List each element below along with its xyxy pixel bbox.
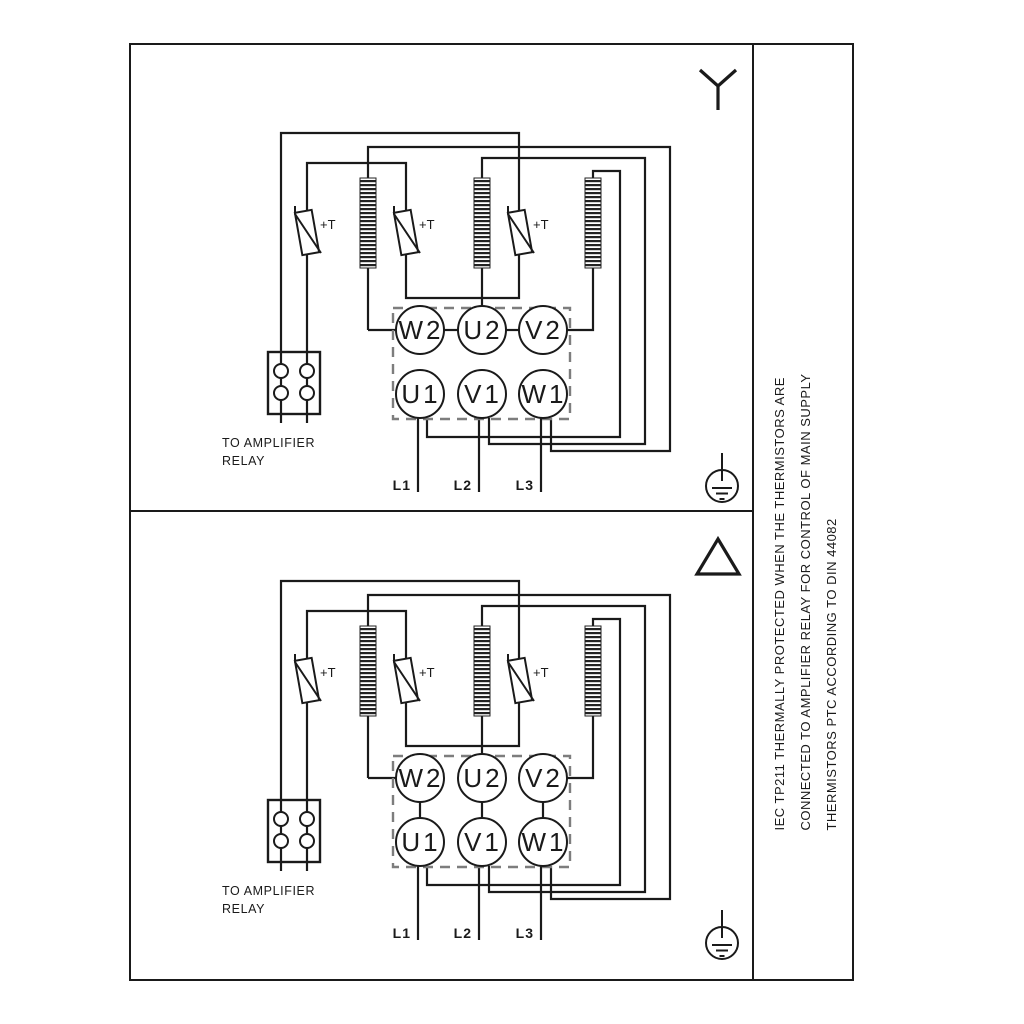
star-wiring-panel [130, 44, 753, 510]
terminal-label-v2: V2 [525, 763, 563, 793]
relay-terminal [274, 364, 288, 378]
supply-leads [393, 925, 534, 941]
lead-label-l2: L2 [453, 925, 472, 941]
relay-terminal [274, 834, 288, 848]
relay-terminal [300, 812, 314, 826]
supply-leads [393, 477, 534, 493]
delta-connection-icon [697, 539, 739, 574]
lead-label-l1: L1 [392, 477, 411, 493]
winding-coil-3 [585, 178, 601, 268]
terminal-label-w1: W1 [521, 827, 567, 857]
terminal-label-u2: U2 [463, 763, 503, 793]
terminal-label-u2: U2 [463, 315, 503, 345]
terminal-label-w1: W1 [521, 379, 567, 409]
winding-coil-1 [360, 626, 376, 716]
thermistor-3 [508, 654, 549, 703]
terminal-label-v1: V1 [464, 379, 502, 409]
side-note-line3: THERMISTORS PTC ACCORDING TO DIN 44082 [824, 518, 839, 831]
terminal-label-u1: U1 [401, 827, 441, 857]
thermistor-2 [394, 206, 435, 255]
wire-t2-t3-bottom [406, 254, 519, 298]
relay-terminal [300, 386, 314, 400]
terminal-label-w2: W2 [398, 315, 444, 345]
terminal-label-u1: U1 [401, 379, 441, 409]
thermistor-label: +T [320, 217, 336, 232]
relay-terminal [274, 386, 288, 400]
ground-icon [706, 453, 738, 502]
relay-caption-line2: RELAY [222, 454, 266, 468]
relay-box [268, 800, 320, 862]
relay-terminal [300, 834, 314, 848]
winding-coil-2 [474, 626, 490, 716]
thermistor-1 [295, 206, 336, 255]
relay-box [268, 352, 320, 414]
terminal-block [396, 306, 567, 418]
thermistor-label: +T [419, 665, 435, 680]
thermistors [295, 206, 549, 255]
wire-t1-t2-top [307, 163, 406, 212]
wire-t1-t2-top [307, 611, 406, 660]
lead-label-l2: L2 [453, 477, 472, 493]
star-connection-icon [700, 70, 736, 110]
side-note-line1: IEC TP211 THERMALLY PROTECTED WHEN THE THERMISTORS ARE [772, 377, 787, 831]
lead-label-l3: L3 [515, 925, 534, 941]
side-note-line2: CONNECTED TO AMPLIFIER RELAY FOR CONTROL OF MAIN SUPPLY [798, 373, 813, 831]
wire-t2-t3-bottom [406, 702, 519, 746]
relay-terminal [274, 812, 288, 826]
winding-coil-2 [474, 178, 490, 268]
relay-terminal [300, 364, 314, 378]
lead-label-l1: L1 [392, 925, 411, 941]
thermistor-3 [508, 206, 549, 255]
relay-caption-line2: RELAY [222, 902, 266, 916]
thermistor-2 [394, 654, 435, 703]
terminal-label-w2: W2 [398, 763, 444, 793]
side-note [767, 373, 845, 830]
thermistor-label: +T [533, 665, 549, 680]
ground-icon [706, 910, 738, 959]
amplifier-relay-connector [222, 352, 320, 468]
winding-coil-3 [585, 626, 601, 716]
thermistor-1 [295, 654, 336, 703]
terminal-label-v1: V1 [464, 827, 502, 857]
lead-label-l3: L3 [515, 477, 534, 493]
terminal-label-v2: V2 [525, 315, 563, 345]
relay-caption-line1: TO AMPLIFIER [222, 436, 316, 450]
delta-wiring-panel [130, 511, 753, 978]
relay-caption-line1: TO AMPLIFIER [222, 884, 316, 898]
winding-coil-1 [360, 178, 376, 268]
thermistor-label: +T [320, 665, 336, 680]
thermistor-label: +T [533, 217, 549, 232]
amplifier-relay-connector [222, 800, 320, 916]
thermistor-label: +T [419, 217, 435, 232]
thermistors [295, 654, 549, 703]
